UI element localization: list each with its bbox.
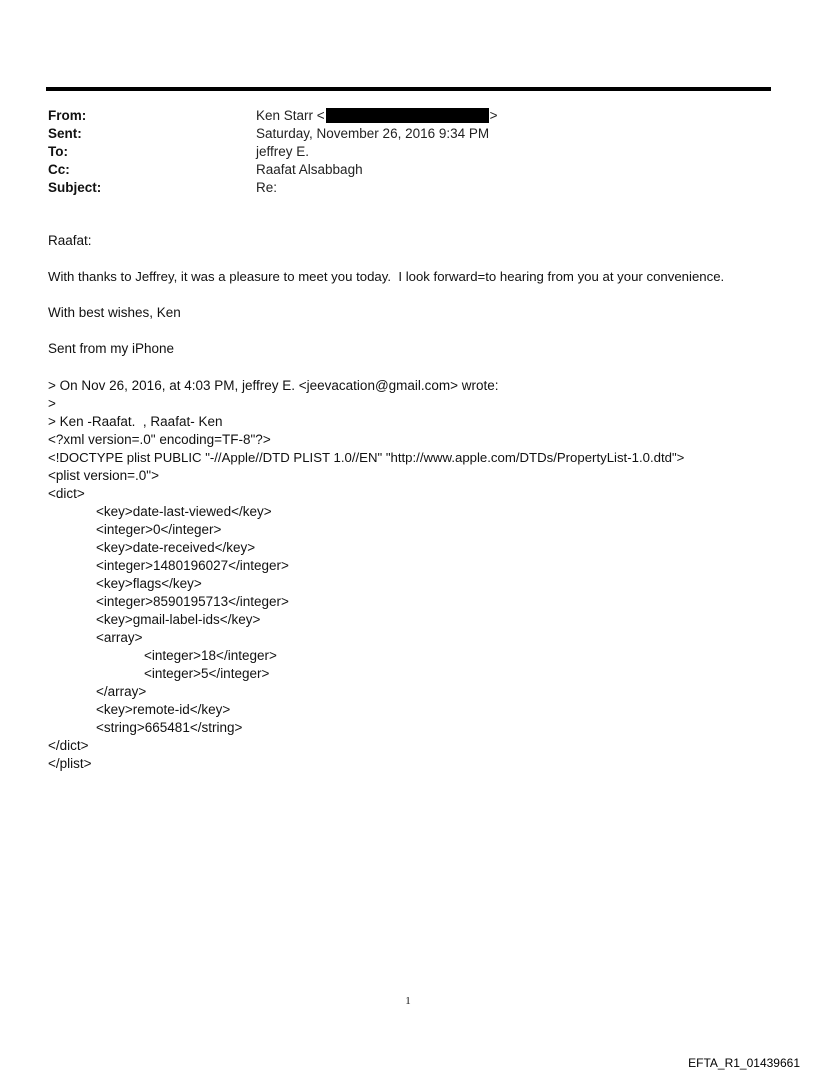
- xml-line: <key>remote-id</key>: [96, 702, 231, 717]
- subject-value: Re:: [256, 180, 278, 195]
- from-label: From:: [48, 108, 87, 123]
- xml-line: </array>: [96, 684, 147, 699]
- from-name: Ken Starr <: [256, 108, 325, 123]
- xml-line: <!DOCTYPE plist PUBLIC "-//Apple//DTD PLIST 1.0//EN" "http://www.apple.com/DTDs/PropertyList-1.0.dtd">: [48, 450, 685, 465]
- header-rule: [46, 87, 771, 91]
- xml-line: <array>: [96, 630, 143, 645]
- sent-value: Saturday, November 26, 2016 9:34 PM: [256, 126, 490, 141]
- redaction-block: [326, 108, 489, 123]
- xml-line: <integer>8590195713</integer>: [96, 594, 289, 609]
- body-paragraph: With thanks to Jeffrey, it was a pleasure to meet you today. I look forward=to hearing from you at your convenience.: [48, 269, 725, 284]
- xml-line: <?xml version=.0" encoding=TF-8"?>: [48, 432, 271, 447]
- cc-label: Cc:: [48, 162, 70, 177]
- quote-line: >: [48, 396, 56, 411]
- xml-line: <integer>0</integer>: [96, 522, 222, 537]
- xml-line: <key>gmail-label-ids</key>: [96, 612, 261, 627]
- page-number: 1: [405, 995, 411, 1007]
- quote-line: > On Nov 26, 2016, at 4:03 PM, jeffrey E. <jeevacation@gmail.com> wrote:: [48, 378, 499, 393]
- to-value: jeffrey E.: [256, 144, 310, 159]
- document-id: EFTA_R1_01439661: [688, 1056, 800, 1070]
- xml-line: <dict>: [48, 486, 85, 501]
- cc-value: Raafat Alsabbagh: [256, 162, 363, 177]
- xml-line: <integer>5</integer>: [144, 666, 270, 681]
- greeting: Raafat:: [48, 233, 92, 248]
- xml-line: <string>665481</string>: [96, 720, 243, 735]
- xml-line: <key>date-last-viewed</key>: [96, 504, 272, 519]
- sent-label: Sent:: [48, 126, 82, 141]
- quote-line: > Ken -Raafat. , Raafat- Ken: [48, 414, 223, 429]
- xml-line: <key>flags</key>: [96, 576, 202, 591]
- xml-line: <plist version=.0">: [48, 468, 159, 483]
- xml-line: <integer>1480196027</integer>: [96, 558, 289, 573]
- subject-label: Subject:: [48, 180, 102, 195]
- xml-line: <integer>18</integer>: [144, 648, 277, 663]
- from-close: >: [489, 108, 498, 123]
- sent-from-line: Sent from my iPhone: [48, 341, 175, 356]
- to-label: To:: [48, 144, 68, 159]
- xml-line: <key>date-received</key>: [96, 540, 256, 555]
- xml-line: </dict>: [48, 738, 89, 753]
- from-value: [256, 107, 498, 125]
- xml-line: </plist>: [48, 756, 92, 771]
- signoff: With best wishes, Ken: [48, 305, 181, 320]
